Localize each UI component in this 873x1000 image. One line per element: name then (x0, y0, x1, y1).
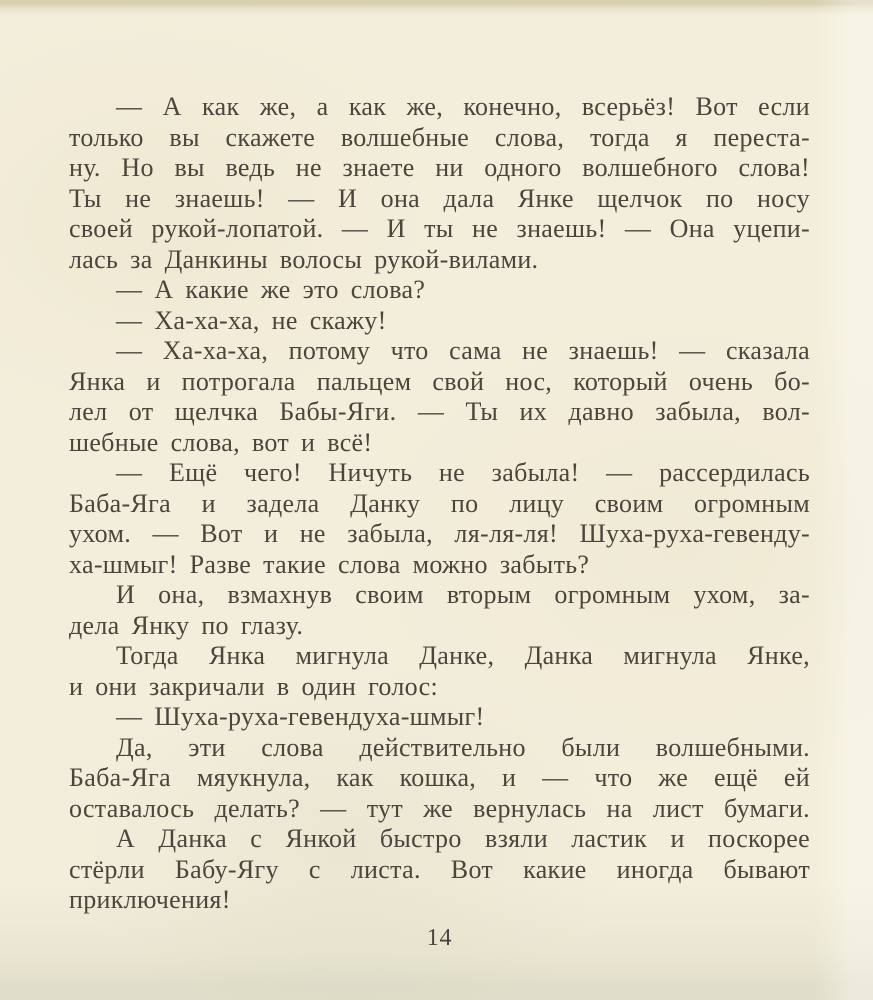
text-line: Ты не знаешь! — И она дала Янке щелчок по носу (69, 183, 810, 213)
text-line: лел от щелчка Бабы-Яги. — Ты их давно забыла, вол- (69, 397, 810, 426)
text-line: — А как же, а как же, конечно, всерьёз! Вот если (116, 92, 810, 121)
text-line: — Ха-ха-ха, потому что сама не знаешь! — сказала (116, 336, 810, 365)
text-line: своей рукой-лопатой. — И ты не знаешь! — Она уцепи- (69, 214, 810, 243)
text-line: только вы скажете волшебные слова, тогда я переста- (69, 122, 810, 152)
text-line: — Шуха-руха-гевендуха-шмыг! (116, 702, 485, 731)
page-number: 14 (426, 925, 453, 951)
text-line: оставалось делать? — тут же вернулась на лист бумаги. (69, 793, 810, 823)
text-line: ну. Но вы ведь не знаете ни одного волшебного слова! (69, 153, 810, 182)
text-line: Да, эти слова действительно были волшебными. (116, 732, 810, 762)
text-line: А Данка с Янкой быстро взяли ластик и поскорее (116, 824, 810, 853)
text-line: — А какие же это слова? (116, 275, 426, 304)
text-line: Янка и потрогала пальцем свой нос, который очень бо- (69, 366, 810, 396)
text-line: Тогда Янка мигнула Данке, Данка мигнула Янке, (116, 641, 810, 670)
text-line: Баба-Яга и задела Данку по лицу своим огромным (69, 488, 810, 518)
text-line: стёрли Бабу-Ягу с листа. Вот какие иногда бывают (69, 854, 810, 884)
text-line: лась за Данкины волосы рукой-вилами. (69, 244, 539, 274)
text-line: дела Янку по глазу. (69, 610, 304, 640)
text-line: — Ещё чего! Ничуть не забыла! — рассердилась (116, 458, 810, 487)
text-line: Баба-Яга мяукнула, как кошка, и — что же ещё ей (69, 763, 810, 792)
text-column (69, 92, 810, 916)
text-line: шебные слова, вот и всё! (69, 427, 373, 457)
text-line: ха-шмыг! Разве такие слова можно забыть? (69, 549, 590, 579)
text-line: приключения! (69, 885, 231, 914)
text-line: И она, взмахнув своим вторым огромным ухом, за- (116, 580, 810, 609)
text-line: и они закричали в один голос: (69, 671, 439, 701)
text-line: ухом. — Вот и не забыла, ля-ля-ля! Шуха-руха-гевенду- (69, 519, 810, 548)
text-line: — Ха-ха-ха, не скажу! (116, 305, 387, 335)
